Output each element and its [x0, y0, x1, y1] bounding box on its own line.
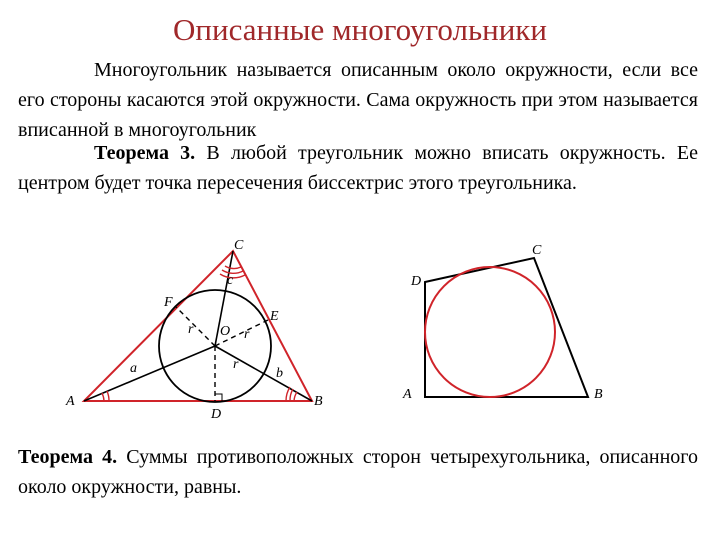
tri-label-d: D	[211, 407, 222, 422]
bisector-a	[84, 346, 215, 401]
tri-label-o: O	[220, 324, 231, 339]
quad-label-d: D	[411, 274, 422, 289]
tri-label-side-a: a	[130, 361, 137, 376]
right-angle-d	[215, 394, 222, 401]
angle-mark-a2	[107, 391, 109, 401]
tri-label-r2: r	[244, 327, 250, 342]
tri-label-side-c: c	[227, 273, 234, 288]
inscribed-circle	[425, 267, 555, 397]
tri-label-b-vertex: B	[314, 394, 323, 409]
radius-to-f	[176, 307, 215, 346]
page-title: Описанные многоугольники	[173, 12, 547, 47]
tri-label-side-b: b	[276, 366, 283, 381]
quadrilateral-figure	[402, 243, 603, 402]
definition-text: Многоугольник называется описанным около окружности, если все его стороны касаются этой окружности. Сама окружность при этом называется вписанной в многоугольник	[18, 59, 698, 141]
quad-label-b: B	[594, 387, 603, 402]
tri-label-r1: r	[188, 322, 194, 337]
quad-label-c: C	[532, 243, 542, 258]
tri-label-c-vertex: C	[234, 238, 244, 253]
tri-label-r3: r	[233, 357, 239, 372]
triangle-figure	[65, 238, 323, 422]
theorem-4-label: Теорема 4.	[18, 446, 118, 468]
angle-mark-a1	[102, 393, 104, 401]
quadrilateral-abcd	[425, 258, 588, 397]
angle-mark-b2	[290, 389, 293, 401]
theorem-3-label: Теорема 3.	[94, 142, 196, 164]
tri-label-e: E	[270, 309, 279, 324]
angle-mark-c1	[225, 266, 241, 269]
tri-label-a-vertex: A	[66, 394, 75, 409]
theorem-4-text: Суммы противоположных сторон четырехугольника, описанного около окружности, равны.	[18, 446, 698, 498]
angle-mark-b1	[294, 392, 297, 401]
tri-label-f: F	[164, 295, 173, 310]
theorem-3-text: В любой треугольник можно вписать окружность. Ее центром будет точка пересечения биссектрис этого треугольника.	[18, 142, 698, 194]
quad-label-a: A	[403, 387, 412, 402]
